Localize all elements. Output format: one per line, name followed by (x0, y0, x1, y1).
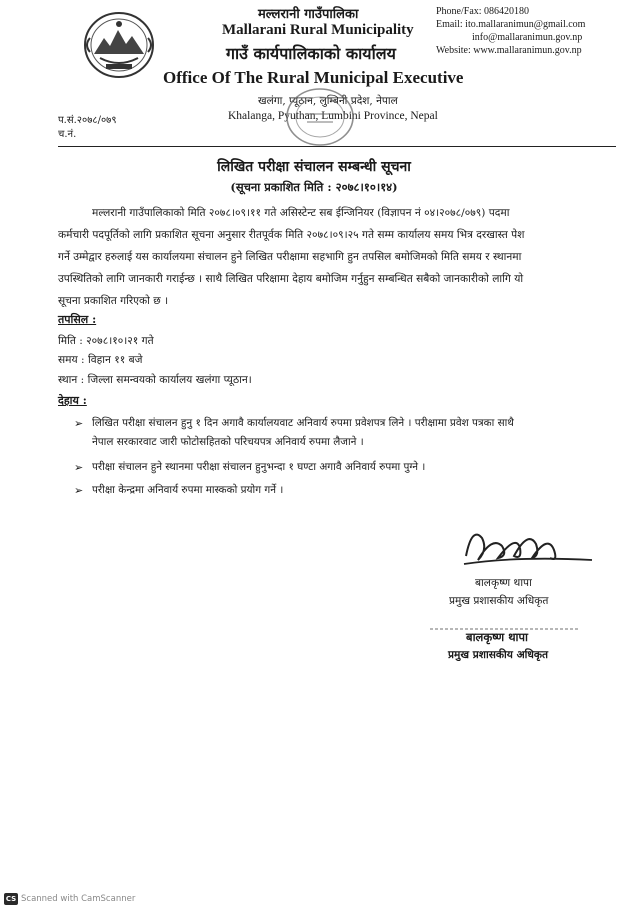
camscanner-logo: CS (5, 895, 17, 903)
handwritten-signature (458, 516, 598, 576)
contact-block (436, 5, 585, 57)
stamp-signatory-title: प्रमुख प्रशासकीय अधिकृत (448, 649, 549, 661)
condition-text: लिखित परीक्षा संचालन हुनु १ दिन अगावै कार्यालयवाट अनिवार्य रुपमा प्रवेशपत्र लिने । परीक्षामा प्रवेश पत्रका साथै (92, 417, 514, 429)
contact-email-secondary: info@mallaranimun.gov.np (472, 32, 583, 43)
scanner-watermark-text: Scanned with CamScanner (21, 894, 136, 904)
notice-title: लिखित परीक्षा संचालन सम्बन्धी सूचना (217, 159, 411, 175)
notice-published-date: (सूचना प्रकाशित मिति : २०७८।१०।१४) (230, 180, 398, 194)
exam-place: स्थान : जिल्ला समन्वयको कार्यालय खलंगा प्यूठान। (58, 374, 252, 386)
signatory-title: प्रमुख प्रशासकीय अधिकृत (449, 595, 549, 607)
contact-phone: Phone/Fax: 086420180 (436, 6, 530, 17)
header-nepali-name: मल्लरानी गाउँपालिका (258, 7, 359, 22)
condition-item (74, 458, 425, 478)
condition-text: परीक्षा केन्द्रमा अनिवार्य रुपमा मास्कको प्रयोग गर्ने । (92, 484, 284, 496)
notice-body-line: कर्मचारी पदपूर्तिको लागि प्रकाशित सूचना अनुसार रीतपूर्वक मिति २०७८।०९।२५ गते सम्म कार्यालय समय भित्र दरखास्त पेश (58, 229, 525, 241)
arrow-bullet-icon: ➢ (74, 461, 84, 474)
notice-body-line: मल्लरानी गाउँपालिकाको मिति २०७८।०९।११ गते असिस्टेन्ट सब ईन्जिनियर (विज्ञापन नं ०४।२०७८/०७९) पदमा (92, 207, 510, 219)
notice-body (58, 202, 612, 312)
header-nepali-address: खलंगा, प्यूठान, लुम्बिनी प्रदेश, नेपाल (258, 95, 398, 107)
notice-body-line: उपस्थितिको लागि जानकारी गराईन्छ । साथै लिखित परिक्षामा देहाय बमोजिम गर्नुहुन सम्बन्धित सबैको जानकारीको लागि यो (58, 273, 524, 285)
office-seal-stamp (283, 86, 357, 148)
condition-item (74, 481, 283, 501)
tapasil-heading: तपसिल : (58, 313, 97, 326)
dispatch-number: च.नं. (58, 129, 77, 140)
exam-time: समय : विहान ११ बजे (58, 354, 143, 366)
dehay-heading: देहाय : (58, 394, 87, 407)
signatory-name: बालकृष्ण थापा (475, 577, 532, 589)
header-nepali-office: गाउँ कार्यपालिकाको कार्यालय (226, 44, 396, 63)
condition-text: परीक्षा संचालन हुने स्थानमा परीक्षा संचालन हुनुभन्दा १ घण्टा अगावै अनिवार्य रुपमा पुग्ने । (92, 461, 426, 473)
contact-email: Email: ito.mallaranimun@gmail.com (436, 19, 586, 30)
contact-website: Website: www.mallaranimun.gov.np (436, 45, 582, 56)
arrow-bullet-icon: ➢ (74, 484, 84, 497)
header-english-address: Khalanga, Pyuthan, Lumbini Province, Nepal (228, 110, 438, 122)
header-english-office: Office Of The Rural Municipal Executive (163, 68, 464, 87)
condition-text: नेपाल सरकारवाट जारी फोटोसहितको परिचयपत्र अनिवार्य रुपमा लैजाने । (92, 436, 364, 448)
municipality-emblem-logo (80, 8, 158, 82)
condition-item (74, 414, 514, 452)
arrow-bullet-icon: ➢ (74, 417, 84, 430)
header-english-name: Mallarani Rural Municipality (222, 22, 414, 38)
exam-date: मिति : २०७८।१०।२१ गते (58, 335, 154, 347)
notice-body-line: गर्ने उम्मेद्वार हरुलाई यस कार्यालयमा संचालन हुने लिखित परीक्षामा सहभागि हुन तपसिल बमोजिमको मिति समय र स्थानमा (58, 251, 522, 263)
header-divider (58, 146, 616, 147)
stamp-signatory-name: बालकृष्ण थापा (466, 630, 529, 644)
reference-block (58, 114, 117, 142)
notice-body-line: सूचना प्रकाशित गरिएको छ । (58, 295, 169, 307)
reference-number: प.सं.२०७८/०७९ (58, 115, 117, 126)
